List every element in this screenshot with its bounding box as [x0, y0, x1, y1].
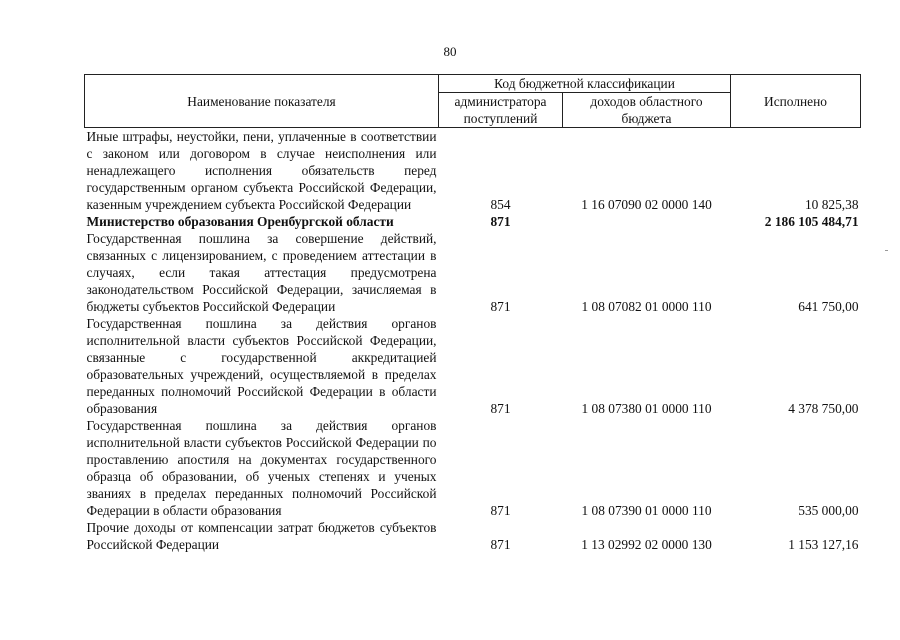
row-income-code	[563, 213, 731, 230]
row-amount: 641 750,00	[798, 299, 859, 314]
row-amount: 4 378 750,00	[788, 401, 859, 416]
header-name: Наименование показателя	[85, 75, 439, 128]
row-amount: 535 000,00	[798, 503, 859, 518]
table-row	[85, 128, 861, 214]
row-description: Прочие доходы от компенсации затрат бюджетов субъектов Российской Федерации	[86, 520, 437, 552]
page-number: 80	[443, 44, 457, 59]
row-amount: 10 825,38	[804, 197, 859, 212]
row-income-code: 1 08 07390 01 0000 110	[581, 503, 712, 518]
table-row	[85, 417, 861, 519]
row-income-code: 1 13 02992 02 0000 130	[581, 537, 712, 552]
scan-mark	[885, 250, 888, 251]
row-description: Государственная пошлина за действия органов исполнительной власти субъектов Российской Федерации, связанные с государственной аккредитацией образовательных учреждений, осуществляемой в пределах переданных полномочий Российской Федерации в области образования	[86, 316, 437, 416]
row-description: Государственная пошлина за действия органов исполнительной власти субъектов Российской Федерации по проставлению апостиля на документах государственного образца об образовании, об ученых степенях и ученых званиях в пределах переданных полномочий Российской Федерации в области образования	[86, 418, 437, 518]
row-amount: 2 186 105 484,71	[764, 214, 859, 229]
row-admin-code: 871	[490, 537, 511, 552]
header-executed: Исполнено	[731, 75, 861, 128]
row-income-code: 1 08 07082 01 0000 110	[581, 299, 712, 314]
row-admin-code: 871	[490, 214, 511, 229]
table-header	[85, 75, 861, 128]
table-body	[85, 128, 861, 554]
row-admin-code: 854	[490, 197, 511, 212]
row-description: Иные штрафы, неустойки, пени, уплаченные в соответствии с законом или договором в случае неисполнения или ненадлежащего исполнения обязательств перед государственным органом субъекта Российской Федерации, казенным учреждением субъекта Российской Федерации	[86, 129, 437, 212]
header-income: доходов областного бюджета	[563, 93, 731, 128]
row-amount: 1 153 127,16	[788, 537, 859, 552]
header-code-group: Код бюджетной классификации	[439, 75, 731, 93]
row-description: Государственная пошлина за совершение действий, связанных с лицензированием, с проведением аттестации в случаях, если такая аттестация предусмотрена законодательством Российской Федерации, зачисляемая в бюджеты субъектов Российской Федерации	[86, 231, 437, 314]
budget-table	[84, 74, 861, 553]
table-row	[85, 315, 861, 417]
row-income-code: 1 16 07090 02 0000 140	[581, 197, 712, 212]
row-income-code: 1 08 07380 01 0000 110	[581, 401, 712, 416]
row-admin-code: 871	[490, 299, 511, 314]
table-row	[85, 213, 861, 230]
row-admin-code: 871	[490, 401, 511, 416]
table-row	[85, 230, 861, 315]
header-admin: администратора поступлений	[439, 93, 563, 128]
row-description: Министерство образования Оренбургской области	[86, 214, 394, 229]
table-row	[85, 519, 861, 553]
row-admin-code: 871	[490, 503, 511, 518]
